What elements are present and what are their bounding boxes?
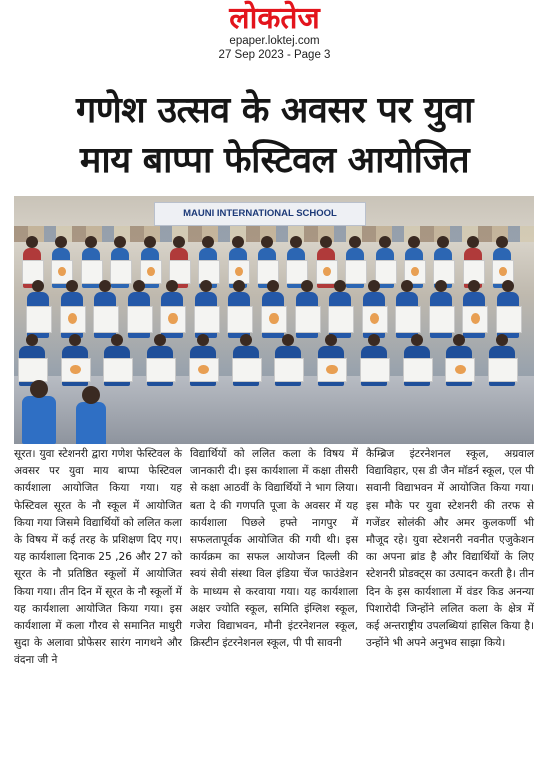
- student-head: [173, 236, 185, 248]
- foreground-student: [22, 396, 56, 444]
- student-head: [334, 280, 346, 292]
- artwork-sheet: [232, 358, 262, 382]
- student-head: [55, 236, 67, 248]
- artwork-sheet: [295, 306, 321, 333]
- student-head: [154, 334, 166, 346]
- student-head: [144, 236, 156, 248]
- student-head: [349, 236, 361, 248]
- newspaper-logo: लोकतेज: [229, 1, 320, 36]
- artwork-sheet: [81, 260, 103, 284]
- student-head: [496, 334, 508, 346]
- artwork-sheet: [93, 306, 119, 333]
- student-head: [240, 334, 252, 346]
- artwork-sheet: [194, 306, 220, 333]
- student-head: [379, 236, 391, 248]
- artwork-sheet: [328, 306, 354, 333]
- headline: [6, 86, 543, 186]
- student-head: [290, 236, 302, 248]
- student-head: [202, 236, 214, 248]
- student-head: [232, 236, 244, 248]
- student-head: [301, 280, 313, 292]
- artwork-sheet: [110, 260, 132, 284]
- artwork-sheet: [146, 358, 176, 382]
- student-head: [368, 280, 380, 292]
- student-head: [85, 236, 97, 248]
- artwork-sheet: [429, 306, 455, 333]
- student-head: [282, 334, 294, 346]
- student-head: [66, 280, 78, 292]
- artwork-sheet: [127, 306, 153, 333]
- article-column-2: विद्यार्थियों को ललित कला के विषय में जानकारी दी। इस कार्यशाला में कक्षा तीसरी से कक्षा आठवीं के विद्यार्थियों ने भाग लिया। बता दे की गणपति पूजा के अवसर में यह कार्यशाला पिछले हफ्ते नागपुर में सफलतापूर्वक आयोजित की गयी थी। इस कार्यक्रम का सफल आयोजन दिल्ली की स्वयं सेवी संस्था विल इंडिया चेंज फाउंडेशन के माध्यम से करवाया गया। यह कार्यशाला अक्षर ज्योति स्कूल, समिति इंग्लिश स्कूल, गजेरा विद्याभवन, मौनी इंटरनेशनल स्कूल, क्रिस्टीन इंटरनेशनल स्कूल, पी पी सावनी: [190, 448, 358, 650]
- student-head: [401, 280, 413, 292]
- student-head: [30, 380, 48, 398]
- student-head: [82, 386, 100, 404]
- student-head: [233, 280, 245, 292]
- headline-line-1: गणेश उत्सव के अवसर पर युवा: [76, 90, 473, 131]
- student-head: [453, 334, 465, 346]
- artwork-sheet: [360, 358, 390, 382]
- student-head: [325, 334, 337, 346]
- student-head: [69, 334, 81, 346]
- artwork-sheet: [317, 358, 347, 382]
- artwork-sheet: [362, 306, 388, 333]
- masthead: [0, 0, 549, 70]
- student-head: [467, 236, 479, 248]
- student-head: [133, 280, 145, 292]
- artwork-sheet: [274, 358, 304, 382]
- artwork-sheet: [395, 306, 421, 333]
- foreground-student: [76, 402, 106, 444]
- student-head: [200, 280, 212, 292]
- artwork-sheet: [496, 306, 522, 333]
- student-head: [99, 280, 111, 292]
- artwork-sheet: [103, 358, 133, 382]
- student-head: [267, 280, 279, 292]
- student-head: [435, 280, 447, 292]
- student-head: [261, 236, 273, 248]
- date-page: 27 Sep 2023 - Page 3: [218, 49, 331, 61]
- artwork-sheet: [403, 358, 433, 382]
- artwork-sheet: [61, 358, 91, 382]
- student-head: [468, 280, 480, 292]
- student-head: [111, 334, 123, 346]
- student-head: [368, 334, 380, 346]
- artwork-sheet: [261, 306, 287, 333]
- article-column-3: कैम्ब्रिज इंटरनेशनल स्कूल, अग्रवाल विद्याविहार, एस डी जैन मॉडर्न स्कूल, एल पी सवानी विद्याभवन में आयोजित किया गया। इस मौके पर युवा स्टेशनरी की तरफ से गजेंडर सोलंकी और अमर कुलकर्णी भी मौजूद रहे। युवा स्टेशनरी नवनीत एजुकेशन का अपना ब्रांड है और विद्यार्थियों के लिए स्टेशनरी प्रोडक्ट्स का उत्पादन करती है। तीन दिन के इस कार्यशाला में वंडर किड अनन्या पिशारोदी जिन्होंने ललित कला के क्षेत्र में कई अन्तराष्ट्रीय उपलब्धियां हासिल किया है। उन्होंने भी अपने अनुभव साझा किये।: [366, 448, 534, 650]
- student-head: [437, 236, 449, 248]
- artwork-sheet: [316, 260, 338, 284]
- student-head: [320, 236, 332, 248]
- student-head: [26, 236, 38, 248]
- student-head: [496, 236, 508, 248]
- article-body: [14, 446, 534, 764]
- artwork-sheet: [462, 306, 488, 333]
- student-head: [408, 236, 420, 248]
- site-url[interactable]: epaper.loktej.com: [229, 35, 320, 47]
- artwork-sheet: [18, 358, 48, 382]
- artwork-sheet: [189, 358, 219, 382]
- student-head: [411, 334, 423, 346]
- headline-line-2: माय बाप्पा फेस्टिवल आयोजित: [79, 140, 470, 181]
- student-head: [26, 334, 38, 346]
- artwork-sheet: [26, 306, 52, 333]
- artwork-sheet: [345, 260, 367, 284]
- event-photo: [14, 196, 534, 444]
- artwork-sheet: [445, 358, 475, 382]
- student-head: [114, 236, 126, 248]
- artwork-sheet: [227, 306, 253, 333]
- student-head: [32, 280, 44, 292]
- student-head: [166, 280, 178, 292]
- article-column-1: सूरत। युवा स्टेशनरी द्वारा गणेश फेस्टिवल के अवसर पर युवा माय बाप्पा फेस्टिवल कार्यशाला आयोजित किया गया। यह फेस्टिवल सूरत के नौ स्कूल में आयोजित किया गया जिसमे विद्यार्थियों को ललित कला के विषय में कई तरह के प्रशिक्षण दिए गए। यह कार्यशाला दिनाक 25 ,26 और 27 को सूरत के नौ प्रतिष्ठित स्कूलों में आयोजित किया गया। तीन दिन में सूरत के नौ स्कूलों में यह कार्यशाला आयोजित किया गया। इस कार्यशाला में कला गौरव से समानित माधुरी सुदा के अलावा प्रोफेसर सारंग नागथने और वंदना जी ने: [14, 448, 182, 667]
- school-banner: MAUNI INTERNATIONAL SCHOOL: [154, 202, 366, 226]
- artwork-sheet: [60, 306, 86, 333]
- artwork-sheet: [160, 306, 186, 333]
- student-head: [197, 334, 209, 346]
- student-head: [502, 280, 514, 292]
- artwork-sheet: [488, 358, 518, 382]
